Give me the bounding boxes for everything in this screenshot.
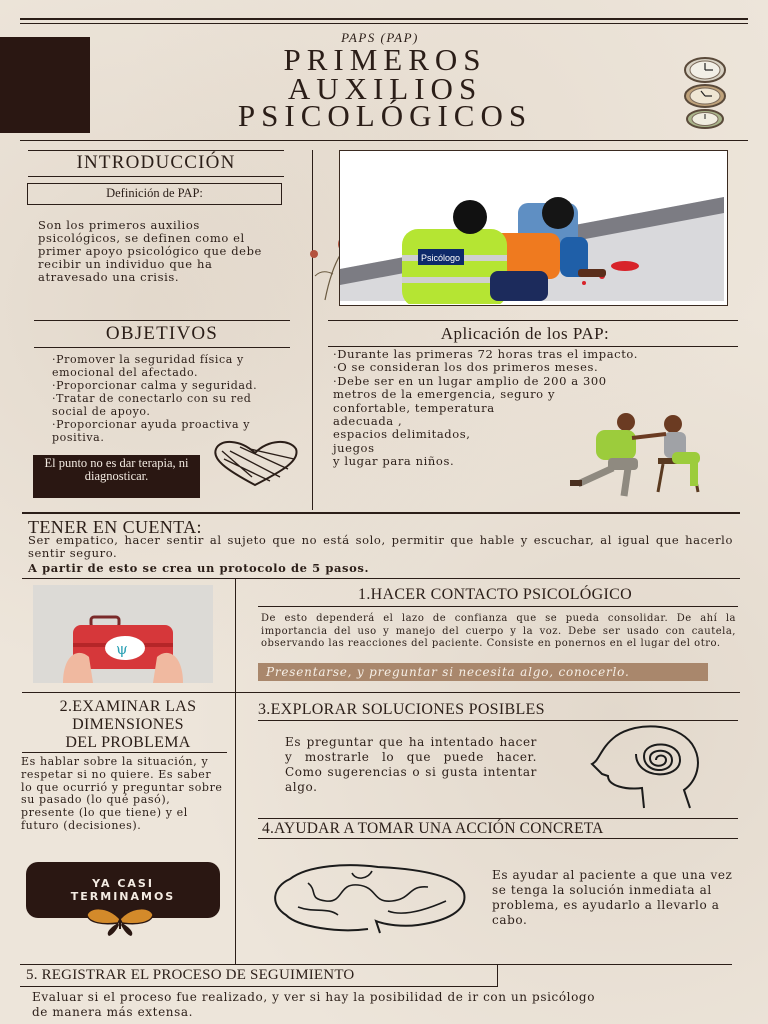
application-line: adecuada ,	[333, 414, 403, 429]
intro-heading: INTRODUCCIÓN	[76, 152, 236, 173]
step2-text: Es hablar sobre la situación, y respetar si no quiere. Es saber lo que ocurrió y preguntar sobre su pasado (lo qué pasó), presente (lo que tiene) y el futuro (decisiones).	[21, 755, 223, 832]
application-line: espacios delimitados,	[333, 427, 471, 442]
head-spiral-icon	[586, 724, 706, 810]
clock-icon	[683, 83, 727, 109]
svg-text:ψ: ψ	[116, 640, 128, 658]
objectives-rule-top	[34, 320, 290, 321]
decorative-dark-block	[0, 37, 90, 133]
first-aid-kit-image	[33, 585, 213, 683]
top-rule-1	[20, 18, 748, 20]
step5-heading-box	[20, 965, 498, 987]
rescue-photo	[339, 150, 728, 306]
step2-heading-line: DEL PROBLEMA	[65, 734, 191, 751]
clock-icon	[685, 108, 725, 130]
title-line-1: PRIMEROS	[283, 42, 487, 77]
comforting-people-illustration	[568, 408, 718, 504]
steps-top-rule	[22, 578, 740, 579]
step2-heading	[28, 698, 228, 752]
objectives-rule-bottom	[34, 347, 290, 348]
objectives-heading: OBJETIVOS	[105, 323, 219, 344]
steps-mid-rule	[22, 692, 740, 693]
definition-box	[27, 183, 282, 205]
step2-heading-line: 2.EXAMINAR LAS	[59, 698, 197, 715]
application-line: ·Debe ser en un lugar amplio de 200 a 300	[333, 373, 607, 388]
definition-label: Definición de PAP:	[106, 186, 203, 200]
application-line: ·Durante las primeras 72 horas tras el impacto.	[333, 347, 639, 361]
clock-icon	[683, 56, 727, 84]
header-divider	[20, 140, 748, 141]
step5-heading: 5. REGISTRAR EL PROCESO DE SEGUIMIENTO	[26, 967, 355, 983]
application-line: ·O se consideran los dos primeros meses.	[333, 360, 599, 375]
section-divider	[22, 512, 740, 514]
consider-bold-text: A partir de esto se crea un protocolo de 5 pasos.	[28, 561, 370, 575]
objective-item: ·Tratar de conectarlo con su red social de apoyo.	[52, 392, 252, 418]
intro-heading-rule-top	[28, 150, 284, 151]
step1-heading: 1.HACER CONTACTO PSICOLÓGICO	[358, 586, 632, 603]
objectives-list	[52, 353, 277, 444]
step4-text: Es ayudar al paciente a que una vez se tenga la solución inmediata al problema, es ayudarlo a llevarlo a cabo.	[492, 868, 733, 927]
intro-text: Son los primeros auxilios psicológicos, se definen como el primer apoyo psicológico que debe recibir un individuo que ha atravesado una crisis.	[38, 218, 262, 284]
step2-heading-line: DIMENSIONES	[72, 716, 184, 733]
application-line: metros de la emergencia, seguro y	[333, 387, 556, 402]
step1-text: De esto dependerá el lazo de confianza que se pueda consolidar. De ahí la importancia del uso y manejo del cuerpo y la voz. Debe ser usado con cautela, observando las reacciones del paciente. Consiste en ponernos en el lugar del otro.	[261, 613, 736, 649]
badge-line-2: TERMINAMOS	[70, 890, 176, 903]
step4-heading: 4.AYUDAR A TOMAR UNA ACCIÓN CONCRETA	[262, 820, 604, 837]
application-line: confortable, temperatura	[333, 400, 495, 415]
column-divider-bottom	[235, 578, 236, 964]
column-divider-top	[312, 150, 313, 510]
badge-line-1: YA CASI	[92, 877, 154, 890]
vest-label: Psicólogo	[421, 253, 461, 263]
title-line-3: PSICOLÓGICOS	[237, 98, 533, 133]
objective-item: ·Proporcionar ayuda proactiva y positiva.	[52, 418, 251, 444]
brain-icon	[268, 863, 468, 935]
title-line-2: AUXILIOS	[287, 71, 483, 106]
note-box	[33, 455, 200, 498]
step4-rule-bottom	[258, 838, 738, 839]
header-subtitle: PAPS (PAP)	[341, 30, 419, 45]
intro-heading-rule-bottom	[28, 176, 284, 177]
application-line: juegos	[333, 440, 375, 455]
application-line: y lugar para niños.	[333, 454, 455, 469]
step3-heading: 3.EXPLORAR SOLUCIONES POSIBLES	[258, 701, 545, 718]
step1-highlight	[258, 663, 708, 681]
application-rule-top	[328, 320, 738, 321]
heart-icon	[210, 437, 300, 487]
step1-highlight-text: Presentarse, y preguntar si necesita algo, conocerlo.	[266, 665, 630, 679]
step3-text: Es preguntar que ha intentado hacer y mostrarle lo que puede hacer. Como sugerencias o si gusta intentar algo.	[285, 735, 537, 794]
top-rule-2	[20, 23, 748, 24]
butterfly-icon	[85, 905, 155, 937]
consider-text: Ser empatico, hacer sentir al sujeto que no está solo, permitir que hable y escuchar, al igual que hacerlo sentir seguro.	[28, 533, 733, 560]
step1-rule	[258, 606, 738, 607]
objective-item: ·Proporcionar calma y seguridad.	[52, 379, 258, 392]
note-text: El punto no es dar terapia, ni diagnosticar.	[44, 456, 189, 483]
objective-item: ·Promover la seguridad física y emocional del afectado.	[52, 353, 244, 379]
step4-rule-top	[258, 818, 738, 819]
consider-heading: TENER EN CUENTA:	[28, 517, 202, 537]
step3-rule	[258, 720, 738, 721]
step2-rule	[22, 752, 227, 753]
step5-text: Evaluar si el proceso fue realizado, y ver si hay la posibilidad de ir con un psicólogo de manera más extensa.	[32, 990, 596, 1019]
application-heading: Aplicación de los PAP:	[440, 324, 610, 343]
